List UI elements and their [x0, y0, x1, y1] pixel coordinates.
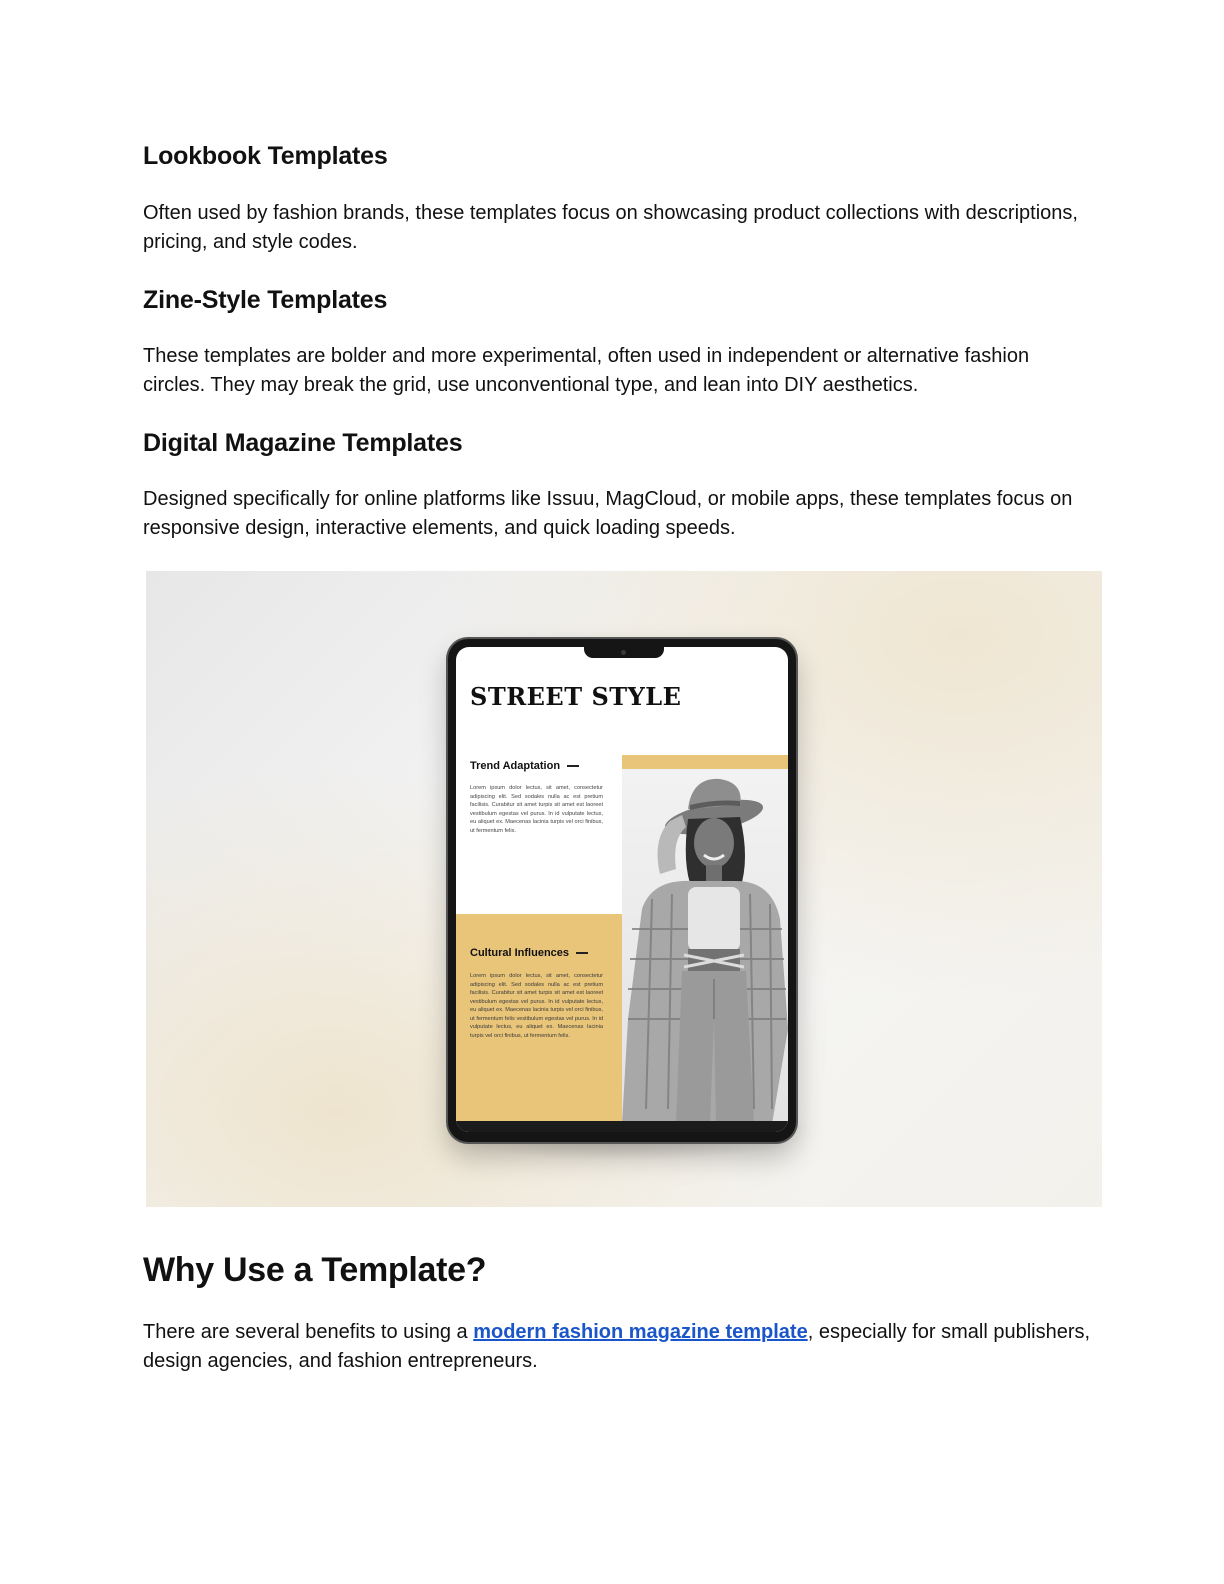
camera-notch [584, 647, 664, 658]
modern-fashion-magazine-template-link[interactable]: modern fashion magazine template [473, 1321, 808, 1343]
camera-icon [621, 650, 626, 655]
paragraph-digital-magazine: Designed specifically for online platforms like Issuu, MagCloud, or mobile apps, these templates focus on responsive design, interactive elements, and quick loading speeds. [143, 488, 1073, 539]
heading-digital-magazine-templates: Digital Magazine Templates [143, 429, 463, 457]
model-illustration [622, 769, 788, 1124]
model-photo [622, 769, 788, 1124]
paragraph-zine-style: These templates are bolder and more experimental, often used in independent or alternative fashion circles. They may break the grid, use unconventional type, and lean into DIY aesthetics. [143, 345, 1030, 396]
heading-lookbook-templates: Lookbook Templates [143, 142, 388, 170]
screen-bottom-bar [456, 1121, 788, 1132]
heading-zine-style-templates: Zine-Style Templates [143, 286, 388, 314]
magazine-title: STREET STYLE [470, 682, 682, 711]
heading-dash [576, 952, 588, 954]
section-heading-cultural-influences: Cultural Influences [470, 947, 588, 959]
paragraph-why: There are several benefits to using a modern fashion magazine template, especially for small publishers, design agencies, and fashion entrepreneurs. [143, 1321, 1091, 1372]
paragraph-lookbook: Often used by fashion brands, these templates focus on showcasing product collections with descriptions, pricing, and style codes. [143, 202, 1078, 253]
tablet-mockup-image [146, 571, 1102, 1207]
section-text-cultural-influences: Lorem ipsum dolor lectus, sit amet, consectetur adipiscing elit. Sed sodales nulla ac est pretium facilisis. Curabitur sit amet turpis sit amet est laoreet vestibulum egestas vel purus. In id vulputate lectus, eu aliquet ex. Maecenas lacinia turpis vel orci finibus, ut fermentum felis vestibulum egestas vel purus. In id vulputate lectus, eu aliquet ex. Maecenas lacinia turpis vel orci finibus, ut fermentum felis. [470, 973, 603, 1039]
tablet-frame [448, 639, 796, 1142]
section-text-trend-adaptation: Lorem ipsum dolor lectus, sit amet, consectetur adipiscing elit. Sed sodales nulla ac est pretium facilisis. Curabitur sit amet turpis sit amet est laoreet vestibulum egestas vel purus. In id vulputate lectus, eu aliquet ex. Maecenas lacinia turpis vel orci finibus, ut fermentum felis. [470, 785, 603, 834]
tablet-screen [456, 647, 788, 1132]
accent-bar [622, 755, 788, 769]
heading-dash [567, 765, 579, 767]
heading-why-use-a-template: Why Use a Template? [143, 1251, 487, 1289]
section-heading-trend-adaptation: Trend Adaptation [470, 760, 579, 772]
